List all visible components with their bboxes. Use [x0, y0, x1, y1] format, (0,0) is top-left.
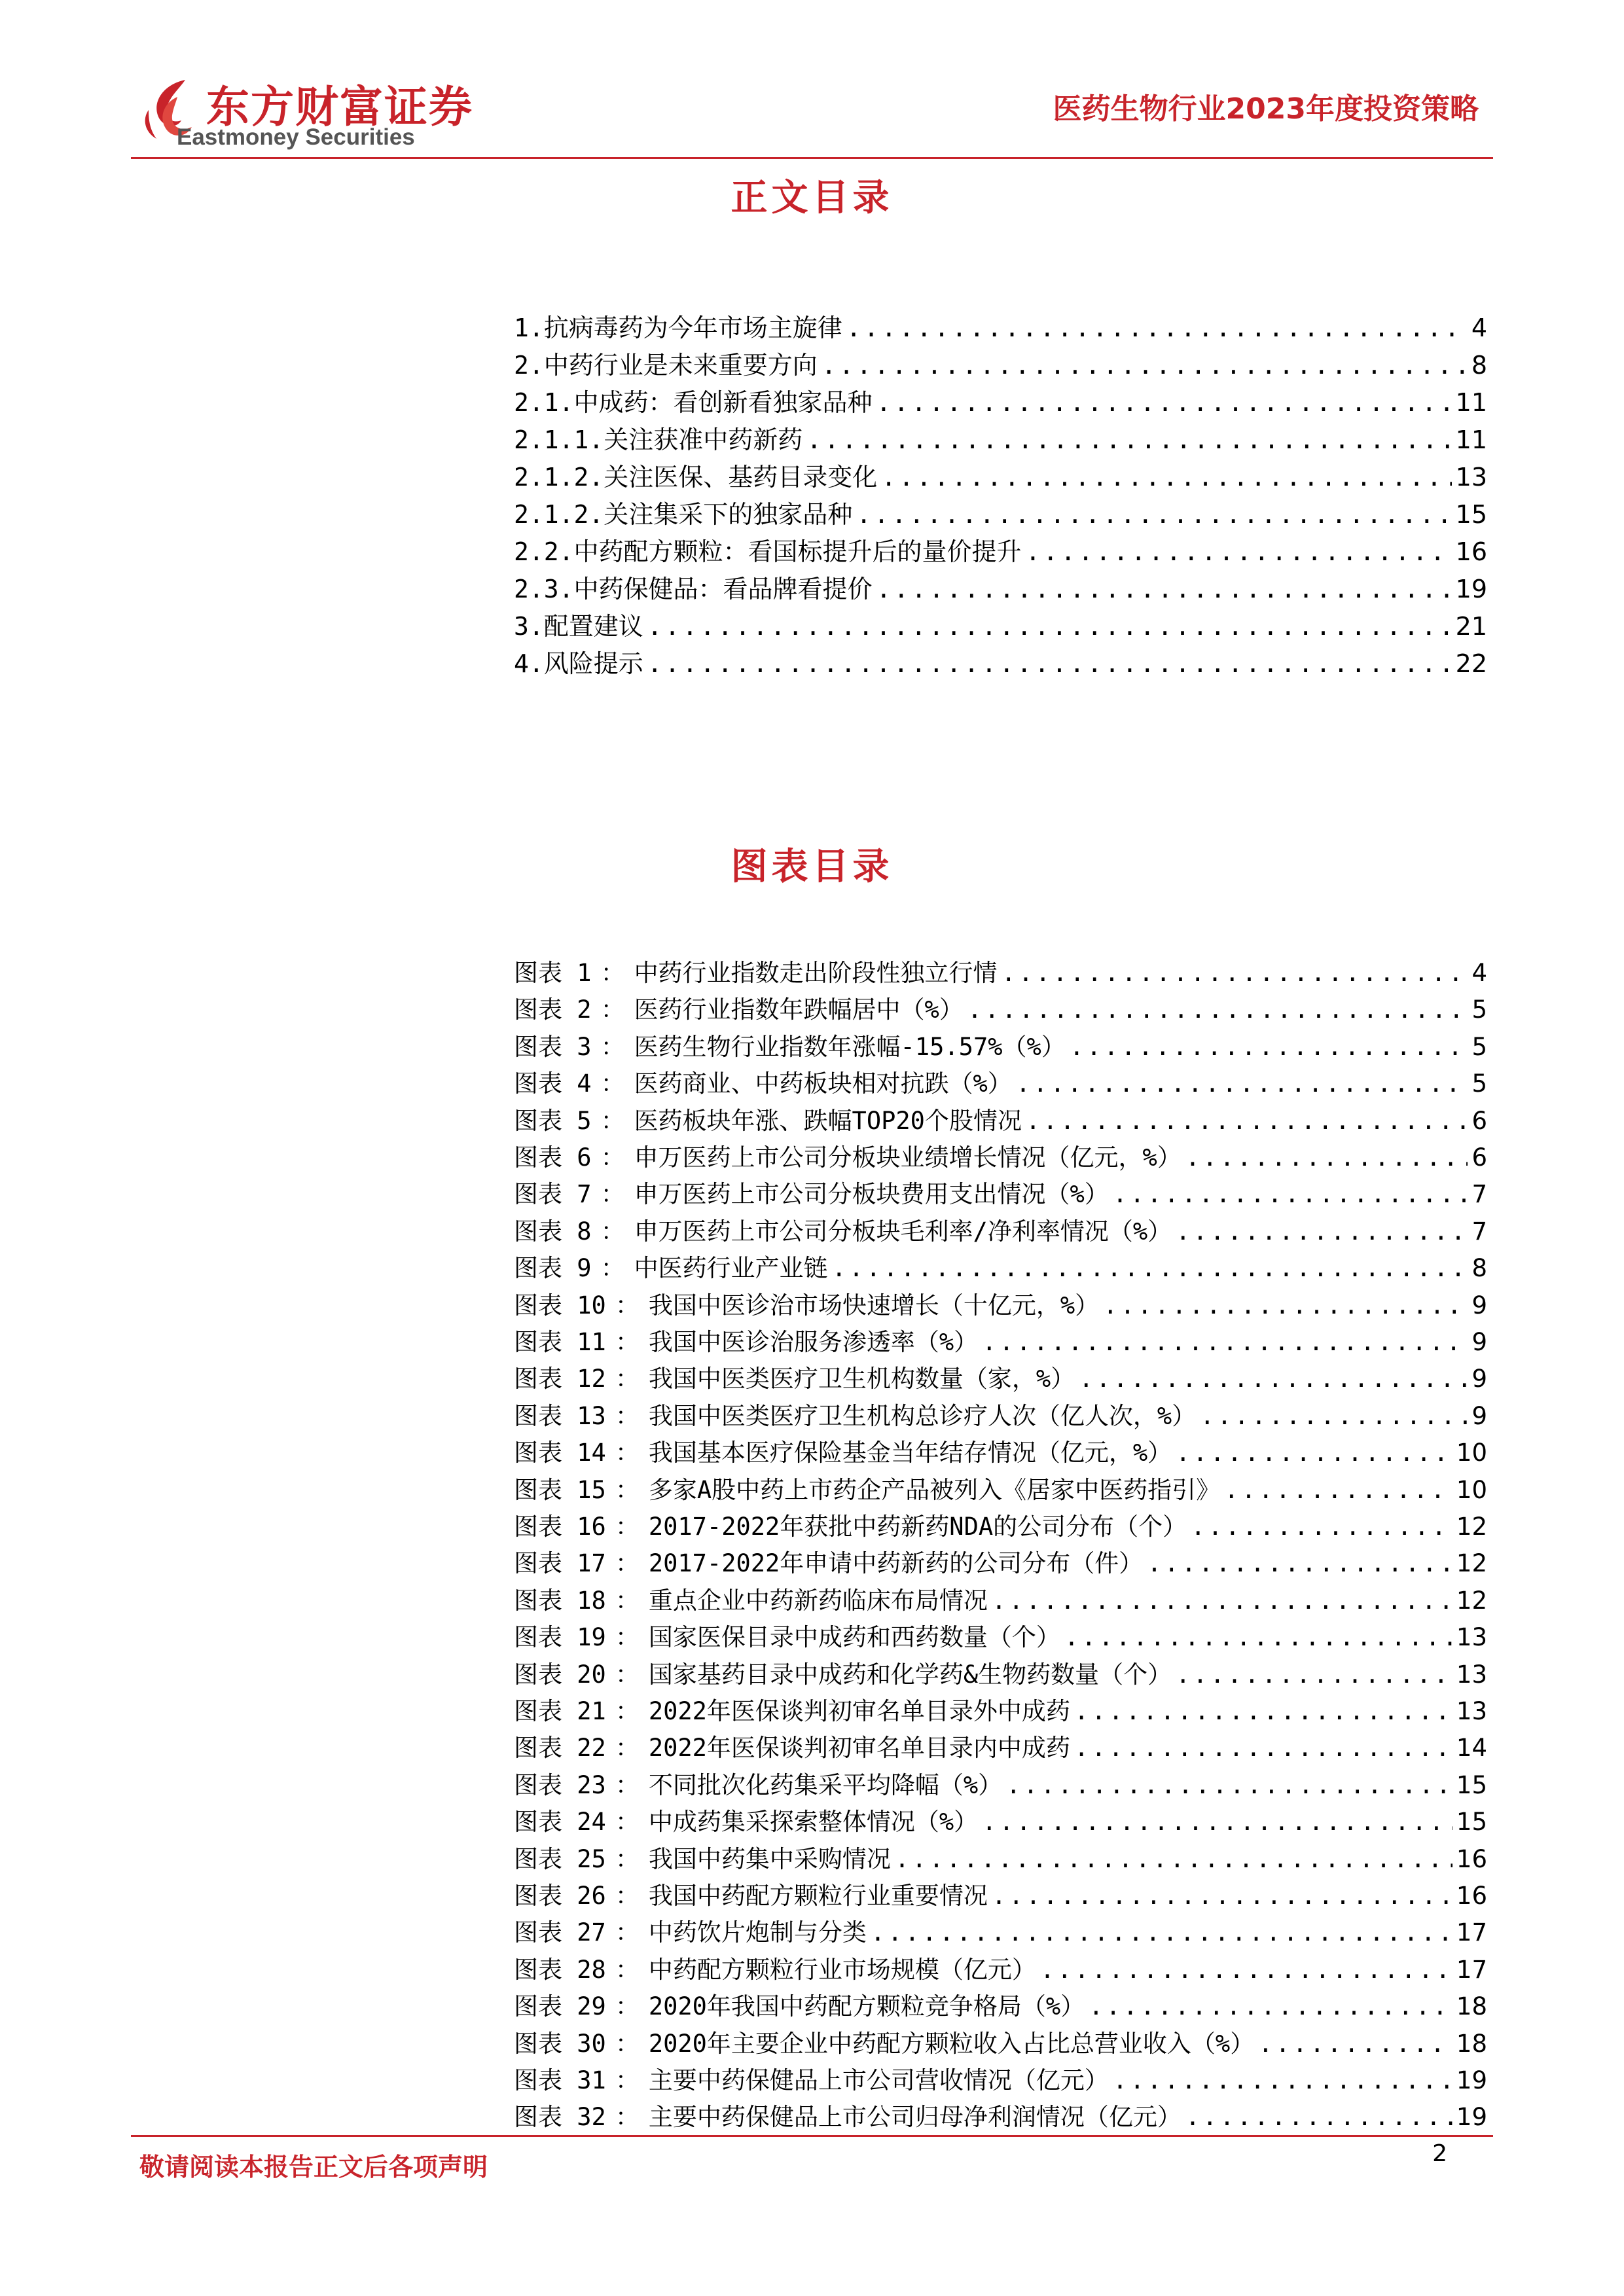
- dot-leader: [647, 649, 1452, 678]
- dot-leader: [806, 425, 1451, 454]
- figure-item[interactable]: [514, 1064, 1487, 1100]
- figures-title: 图表目录: [731, 845, 893, 888]
- figure-separator: ：: [615, 1770, 640, 1799]
- figure-separator: ：: [615, 1439, 640, 1467]
- toc-title: 正文目录: [731, 176, 893, 219]
- figure-page: 5: [1471, 996, 1487, 1024]
- toc-item-page: 16: [1455, 537, 1487, 566]
- figure-item[interactable]: [514, 1101, 1487, 1138]
- figure-page: 16: [1456, 1844, 1487, 1873]
- figure-item[interactable]: [514, 2097, 1487, 2134]
- figure-page: 12: [1456, 1549, 1487, 1578]
- toc-item-page: 4: [1471, 314, 1487, 342]
- dot-leader: [1001, 959, 1468, 987]
- dot-leader: [982, 1328, 1468, 1356]
- figure-page: 17: [1456, 1955, 1487, 1984]
- figure-number: 图表 31: [514, 2066, 606, 2094]
- figure-item[interactable]: [514, 2060, 1487, 2097]
- dot-leader: [895, 1845, 1453, 1873]
- figure-label: 2020年我国中药配方颗粒竞争格局（%）: [648, 1992, 1085, 2021]
- figure-page: 9: [1471, 1401, 1487, 1430]
- toc-item-page: 19: [1455, 575, 1487, 603]
- figure-page: 13: [1456, 1660, 1487, 1689]
- toc-item[interactable]: [514, 382, 1487, 420]
- figure-label: 申万医药上市公司分板块业绩增长情况（亿元，%）: [634, 1143, 1182, 1172]
- dot-leader: [1103, 1291, 1468, 1319]
- figure-number: 图表 28: [514, 1955, 606, 1984]
- toc-item-label: 4.风险提示: [514, 649, 643, 678]
- dot-leader: [1176, 1660, 1453, 1689]
- figure-separator: ：: [600, 1069, 625, 1098]
- figure-label: 我国基本医疗保险基金当年结存情况（亿元，%）: [648, 1439, 1172, 1467]
- figure-separator: ：: [615, 1549, 640, 1578]
- figure-item[interactable]: [514, 1876, 1487, 1912]
- figure-label: 不同批次化药集采平均降幅（%）: [648, 1770, 1003, 1799]
- figure-number: 图表 17: [514, 1549, 606, 1578]
- figure-page: 15: [1456, 1770, 1487, 1799]
- figure-page: 5: [1471, 1069, 1487, 1098]
- dot-leader: [1089, 1992, 1453, 2020]
- figure-page: 8: [1471, 1254, 1487, 1283]
- figure-page: 9: [1471, 1365, 1487, 1393]
- toc-item-label: 3.配置建议: [514, 612, 643, 641]
- toc-item-page: 8: [1471, 351, 1487, 380]
- dot-leader: [1070, 1033, 1468, 1061]
- page-number: 2: [1432, 2140, 1447, 2167]
- toc-item[interactable]: [514, 345, 1487, 383]
- figure-item[interactable]: [514, 953, 1487, 990]
- figure-label: 2017-2022年获批中药新药NDA的公司分布（个）: [648, 1513, 1187, 1541]
- figure-page: 13: [1456, 1623, 1487, 1652]
- figure-item[interactable]: [514, 1581, 1487, 1617]
- figure-number: 图表 11: [514, 1328, 606, 1356]
- figure-item[interactable]: [514, 1691, 1487, 1728]
- figure-number: 图表 9: [514, 1254, 592, 1283]
- figure-item[interactable]: [514, 1027, 1487, 1064]
- figure-item[interactable]: [514, 1655, 1487, 1691]
- figure-number: 图表 14: [514, 1439, 606, 1467]
- figure-separator: ：: [615, 1992, 640, 2021]
- figure-number: 图表 3: [514, 1032, 592, 1061]
- figure-label: 医药行业指数年跌幅居中（%）: [634, 996, 964, 1024]
- figure-number: 图表 21: [514, 1697, 606, 1725]
- dot-leader: [876, 575, 1452, 603]
- figure-number: 图表 30: [514, 2029, 606, 2058]
- dot-leader: [1074, 1734, 1453, 1762]
- figure-label: 中成药集采探索整体情况（%）: [648, 1808, 979, 1837]
- figure-separator: ：: [615, 1475, 640, 1504]
- report-title: 医药生物行业2023年度投资策略: [1053, 92, 1479, 126]
- figure-separator: ：: [600, 1254, 625, 1283]
- figure-separator: ：: [600, 1032, 625, 1061]
- figure-item[interactable]: [514, 1507, 1487, 1543]
- figure-separator: ：: [615, 2103, 640, 2132]
- figure-label: 我国中医类医疗卫生机构总诊疗人次（亿人次，%）: [648, 1401, 1197, 1430]
- figure-page: 6: [1471, 1106, 1487, 1135]
- figure-label: 中药配方颗粒行业市场规模（亿元）: [648, 1955, 1036, 1984]
- figure-separator: ：: [615, 1660, 640, 1689]
- figure-label: 申万医药上市公司分板块费用支出情况（%）: [634, 1180, 1109, 1209]
- figure-number: 图表 8: [514, 1217, 592, 1246]
- figure-label: 2020年主要企业中药配方颗粒收入占比总营业收入（%）: [648, 2029, 1255, 2058]
- figure-item[interactable]: [514, 990, 1487, 1026]
- toc-item-page: 13: [1455, 463, 1487, 492]
- toc-item[interactable]: [514, 308, 1487, 346]
- figure-number: 图表 10: [514, 1291, 606, 1319]
- figure-item[interactable]: [514, 1802, 1487, 1839]
- dot-leader: [1026, 537, 1452, 566]
- figure-item[interactable]: [514, 1617, 1487, 1654]
- toc-item-label: 2.1.1.关注获准中药新药: [514, 425, 803, 454]
- figure-label: 国家基药目录中成药和化学药&生物药数量（个）: [648, 1660, 1172, 1689]
- figure-item[interactable]: [514, 1986, 1487, 2023]
- figure-page: 13: [1456, 1697, 1487, 1725]
- dot-leader: [1185, 2103, 1453, 2131]
- figure-page: 18: [1456, 2029, 1487, 2058]
- dot-leader: [967, 996, 1468, 1024]
- figure-item[interactable]: [514, 1248, 1487, 1285]
- figure-number: 图表 19: [514, 1623, 606, 1652]
- figure-label: 多家A股中药上市药企产品被列入《居家中医药指引》: [648, 1475, 1221, 1504]
- toc-item[interactable]: [514, 606, 1487, 644]
- figure-item[interactable]: [514, 1285, 1487, 1322]
- dot-leader: [1113, 2066, 1453, 2094]
- figure-label: 我国中医诊治市场快速增长（十亿元，%）: [648, 1291, 1100, 1319]
- figure-separator: ：: [600, 959, 625, 987]
- figure-number: 图表 5: [514, 1106, 592, 1135]
- dot-leader: [1191, 1513, 1453, 1541]
- figure-page: 7: [1471, 1217, 1487, 1246]
- figure-number: 图表 15: [514, 1475, 606, 1504]
- figure-page: 14: [1456, 1734, 1487, 1763]
- toc-item-page: 22: [1455, 649, 1487, 678]
- toc-item[interactable]: [514, 643, 1487, 681]
- dot-leader: [1176, 1439, 1453, 1467]
- figure-item[interactable]: [514, 2024, 1487, 2060]
- figure-number: 图表 4: [514, 1069, 592, 1098]
- figure-separator: ：: [615, 1955, 640, 1984]
- toc-item-label: 2.中药行业是未来重要方向: [514, 351, 818, 380]
- figure-label: 我国中药集中采购情况: [648, 1844, 891, 1873]
- figure-page: 15: [1456, 1808, 1487, 1837]
- figure-item[interactable]: [514, 1396, 1487, 1433]
- figure-page: 12: [1456, 1513, 1487, 1541]
- figure-item[interactable]: [514, 1433, 1487, 1469]
- dot-leader: [871, 1918, 1453, 1946]
- figure-number: 图表 32: [514, 2103, 606, 2132]
- figure-label: 中医药行业产业链: [634, 1254, 828, 1283]
- figure-page: 17: [1456, 1918, 1487, 1947]
- header-divider: [131, 157, 1493, 159]
- toc-item-label: 2.3.中药保健品：看品牌看提价: [514, 575, 873, 603]
- dot-leader: [1026, 1107, 1468, 1135]
- figure-separator: ：: [615, 1918, 640, 1947]
- logo-english-name: Eastmoney Securities: [177, 124, 415, 150]
- dot-leader: [1147, 1549, 1453, 1577]
- figure-number: 图表 22: [514, 1734, 606, 1763]
- dot-leader: [1185, 1143, 1468, 1172]
- figure-separator: ：: [615, 2066, 640, 2094]
- dot-leader: [1064, 1623, 1453, 1651]
- figure-number: 图表 12: [514, 1365, 606, 1393]
- figure-separator: ：: [615, 2029, 640, 2058]
- dot-leader: [1176, 1217, 1468, 1246]
- dot-leader: [1079, 1365, 1468, 1393]
- figure-number: 图表 23: [514, 1770, 606, 1799]
- figure-label: 主要中药保健品上市公司营收情况（亿元）: [648, 2066, 1109, 2094]
- figure-label: 中药行业指数走出阶段性独立行情: [634, 959, 998, 987]
- figure-number: 图表 2: [514, 996, 592, 1024]
- toc-item[interactable]: [514, 420, 1487, 457]
- dot-leader: [1016, 1069, 1468, 1098]
- dot-leader: [1258, 2030, 1453, 2058]
- figure-label: 我国中药配方颗粒行业重要情况: [648, 1882, 988, 1910]
- dot-leader: [1006, 1771, 1453, 1799]
- figure-page: 9: [1471, 1291, 1487, 1319]
- dot-leader: [846, 314, 1468, 342]
- toc-item-page: 15: [1455, 500, 1487, 529]
- figure-item[interactable]: [514, 1211, 1487, 1248]
- dot-leader: [992, 1587, 1453, 1615]
- figure-separator: ：: [615, 1401, 640, 1430]
- figure-label: 医药生物行业指数年涨幅-15.57%（%）: [634, 1032, 1066, 1061]
- figure-item[interactable]: [514, 1728, 1487, 1765]
- figure-number: 图表 25: [514, 1844, 606, 1873]
- toc-item-page: 11: [1455, 425, 1487, 454]
- figure-separator: ：: [615, 1844, 640, 1873]
- toc-item-label: 2.1.2.关注集采下的独家品种: [514, 500, 853, 529]
- dot-leader: [876, 388, 1452, 417]
- figure-number: 图表 6: [514, 1143, 592, 1172]
- dot-leader: [881, 463, 1451, 492]
- dot-leader: [1224, 1476, 1453, 1504]
- figure-separator: ：: [600, 1180, 625, 1209]
- figure-separator: ：: [615, 1882, 640, 1910]
- figure-number: 图表 1: [514, 959, 592, 987]
- figure-separator: ：: [615, 1365, 640, 1393]
- figure-item[interactable]: [514, 1322, 1487, 1359]
- figure-number: 图表 16: [514, 1513, 606, 1541]
- figure-page: 12: [1456, 1586, 1487, 1615]
- figure-page: 16: [1456, 1882, 1487, 1910]
- figure-number: 图表 26: [514, 1882, 606, 1910]
- dot-leader: [832, 1254, 1468, 1282]
- dot-leader: [1113, 1180, 1468, 1208]
- figure-page: 18: [1456, 1992, 1487, 2021]
- toc-item-page: 11: [1455, 388, 1487, 417]
- figure-page: 10: [1456, 1439, 1487, 1467]
- dot-leader: [856, 500, 1451, 529]
- figure-item[interactable]: [514, 1839, 1487, 1876]
- figure-item[interactable]: [514, 1470, 1487, 1507]
- figure-label: 我国中医诊治服务渗透率（%）: [648, 1328, 979, 1356]
- figure-label: 医药商业、中药板块相对抗跌（%）: [634, 1069, 1012, 1098]
- dot-leader: [647, 612, 1452, 641]
- figure-label: 2022年医保谈判初审名单目录外中成药: [648, 1697, 1070, 1725]
- toc-item-label: 2.1.中成药：看创新看独家品种: [514, 388, 873, 417]
- toc-item[interactable]: [514, 531, 1487, 569]
- figure-page: 7: [1471, 1180, 1487, 1209]
- toc-item[interactable]: [514, 494, 1487, 532]
- figure-label: 2022年医保谈判初审名单目录内中成药: [648, 1734, 1070, 1763]
- disclaimer-note: 敬请阅读本报告正文后各项声明: [139, 2153, 488, 2181]
- figure-number: 图表 7: [514, 1180, 592, 1209]
- figure-item[interactable]: [514, 1765, 1487, 1802]
- figure-page: 10: [1456, 1475, 1487, 1504]
- figure-separator: ：: [600, 1106, 625, 1135]
- figure-page: 19: [1456, 2066, 1487, 2094]
- logo-chinese-name: 东方财富证券: [206, 82, 473, 132]
- figure-label: 2017-2022年申请中药新药的公司分布（件）: [648, 1549, 1144, 1578]
- figure-item[interactable]: [514, 1359, 1487, 1395]
- figure-label: 主要中药保健品上市公司归母净利润情况（亿元）: [648, 2103, 1182, 2132]
- toc-item-label: 2.1.2.关注医保、基药目录变化: [514, 463, 878, 492]
- figure-number: 图表 13: [514, 1401, 606, 1430]
- figure-separator: ：: [600, 996, 625, 1024]
- figure-separator: ：: [615, 1808, 640, 1837]
- figure-item[interactable]: [514, 1543, 1487, 1580]
- footer-divider: [131, 2135, 1493, 2137]
- figure-item[interactable]: [514, 1174, 1487, 1211]
- figure-separator: ：: [600, 1143, 625, 1172]
- figure-number: 图表 24: [514, 1808, 606, 1837]
- figure-page: 6: [1471, 1143, 1487, 1172]
- dot-leader: [1074, 1697, 1453, 1725]
- dot-leader: [821, 351, 1468, 380]
- figure-number: 图表 18: [514, 1586, 606, 1615]
- figure-item[interactable]: [514, 1912, 1487, 1949]
- figure-page: 5: [1471, 1032, 1487, 1061]
- toc-item-label: 1.抗病毒药为今年市场主旋律: [514, 314, 842, 342]
- dot-leader: [1200, 1402, 1468, 1430]
- figure-item[interactable]: [514, 1138, 1487, 1174]
- figure-label: 申万医药上市公司分板块毛利率/净利率情况（%）: [634, 1217, 1172, 1246]
- figure-separator: ：: [615, 1623, 640, 1652]
- dot-leader: [1040, 1956, 1453, 1984]
- figure-number: 图表 29: [514, 1992, 606, 2021]
- figure-number: 图表 20: [514, 1660, 606, 1689]
- dot-leader: [982, 1808, 1453, 1836]
- figure-label: 中药饮片炮制与分类: [648, 1918, 867, 1947]
- toc-item-label: 2.2.中药配方颗粒：看国标提升后的量价提升: [514, 537, 1022, 566]
- toc-item[interactable]: [514, 457, 1487, 495]
- figure-separator: ：: [615, 1513, 640, 1541]
- figure-separator: ：: [600, 1217, 625, 1246]
- figure-label: 国家医保目录中成药和西药数量（个）: [648, 1623, 1060, 1652]
- figure-label: 我国中医类医疗卫生机构数量（家，%）: [648, 1365, 1075, 1393]
- figure-separator: ：: [615, 1328, 640, 1356]
- figure-separator: ：: [615, 1734, 640, 1763]
- figure-label: 医药板块年涨、跌幅TOP20个股情况: [634, 1106, 1022, 1135]
- toc-item[interactable]: [514, 569, 1487, 607]
- toc-item-page: 21: [1455, 612, 1487, 641]
- figure-separator: ：: [615, 1586, 640, 1615]
- figure-page: 19: [1456, 2103, 1487, 2132]
- figure-label: 重点企业中药新药临床布局情况: [648, 1586, 988, 1615]
- figure-item[interactable]: [514, 1950, 1487, 1986]
- figure-separator: ：: [615, 1697, 640, 1725]
- figure-page: 9: [1471, 1328, 1487, 1356]
- figure-separator: ：: [615, 1291, 640, 1319]
- figure-number: 图表 27: [514, 1918, 606, 1947]
- figure-page: 4: [1471, 959, 1487, 987]
- dot-leader: [992, 1882, 1453, 1910]
